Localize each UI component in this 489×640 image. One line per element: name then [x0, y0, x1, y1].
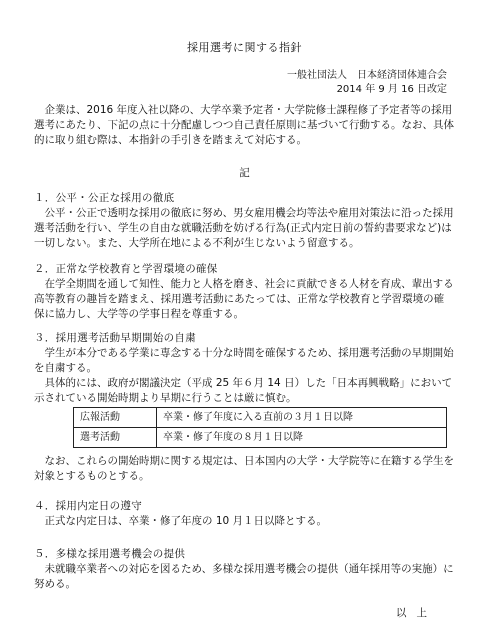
schedule-label: 広報活動 [74, 408, 157, 428]
section-heading: １．公平・公正な採用の徹底 [34, 192, 175, 204]
section-body-detail: 具体的には、政府が閣議決定（平成 25 年６月 14 日）した「日本再興戦略」において示されている開始時期より早期に行うことは厳に慎む。 [34, 377, 453, 404]
section-4 [34, 499, 454, 529]
schedule-value: 卒業・修了年度の８月１日以降 [157, 428, 447, 448]
issuer-block [287, 69, 447, 97]
section-heading: ３．採用選考活動早期開始の自粛 [34, 332, 196, 344]
section-heading: ５．多様な採用選考機会の提供 [34, 548, 186, 560]
intro-paragraph: 企業は、2016 年度入社以降の、大学卒業予定者・大学院修士課程修了予定者等の採用選考にあたり、下記の点に十分配慮しつつ自己責任原則に基づいて行動する。なお、具体的に取り組む際は、本指針の手引きを踏まえて対応する。 [34, 104, 454, 146]
table-row [74, 428, 447, 448]
table-row [74, 408, 447, 428]
schedule-label: 選考活動 [74, 428, 157, 448]
section-3-note: なお、これらの開始時期に関する規定は、日本国内の大学・大学院等に在籍する学生を対象とするものとする。 [34, 455, 454, 482]
section-heading: ２．正常な学校教育と学習環境の確保 [34, 263, 218, 275]
section-body: 正式な内定日は、卒業・修了年度の 10 月１日以降とする。 [44, 515, 328, 527]
section-heading: ４．採用内定日の遵守 [34, 500, 142, 512]
ki-marker: 記 [239, 167, 250, 179]
section-body: 未就職卒業者への対応を図るため、多様な採用選考機会の提供（通年採用等の実施）に努める。 [34, 563, 454, 590]
schedule-value: 卒業・修了年度に入る直前の３月１日以降 [157, 408, 447, 428]
section-2 [34, 262, 454, 322]
section-body: 在学全期間を通して知性、能力と人格を磨き、社会に貢献できる人材を育成、輩出する高等教育の趣旨を踏まえ、採用選考活動にあたっては、正常な学校教育と学習環境の確保に協力し、大学等の学事日程を尊重する。 [34, 278, 454, 320]
schedule-table [73, 407, 447, 448]
section-3 [34, 331, 454, 406]
revision-date: 2014 年 9 月 16 日改定 [336, 84, 447, 95]
section-body: 公平・公正で透明な採用の徹底に努め、男女雇用機会均等法や雇用対策法に沿った採用選考活動を行い、学生の自由な就職活動を妨げる行為(正式内定日前の誓約書要求など)は一切しない。また、大学所在地による不利が生じないよう留意する。 [34, 207, 454, 249]
section-body: 学生が本分である学業に専念する十分な時間を確保するため、採用選考活動の早期開始を自粛する。 [34, 347, 454, 374]
closing-mark: 以上 [396, 607, 437, 619]
page-title: 採用選考に関する指針 [187, 41, 302, 54]
issuer-name: 一般社団法人 日本経済団体連合会 [287, 70, 447, 81]
section-1 [34, 191, 454, 251]
section-5 [34, 547, 454, 592]
